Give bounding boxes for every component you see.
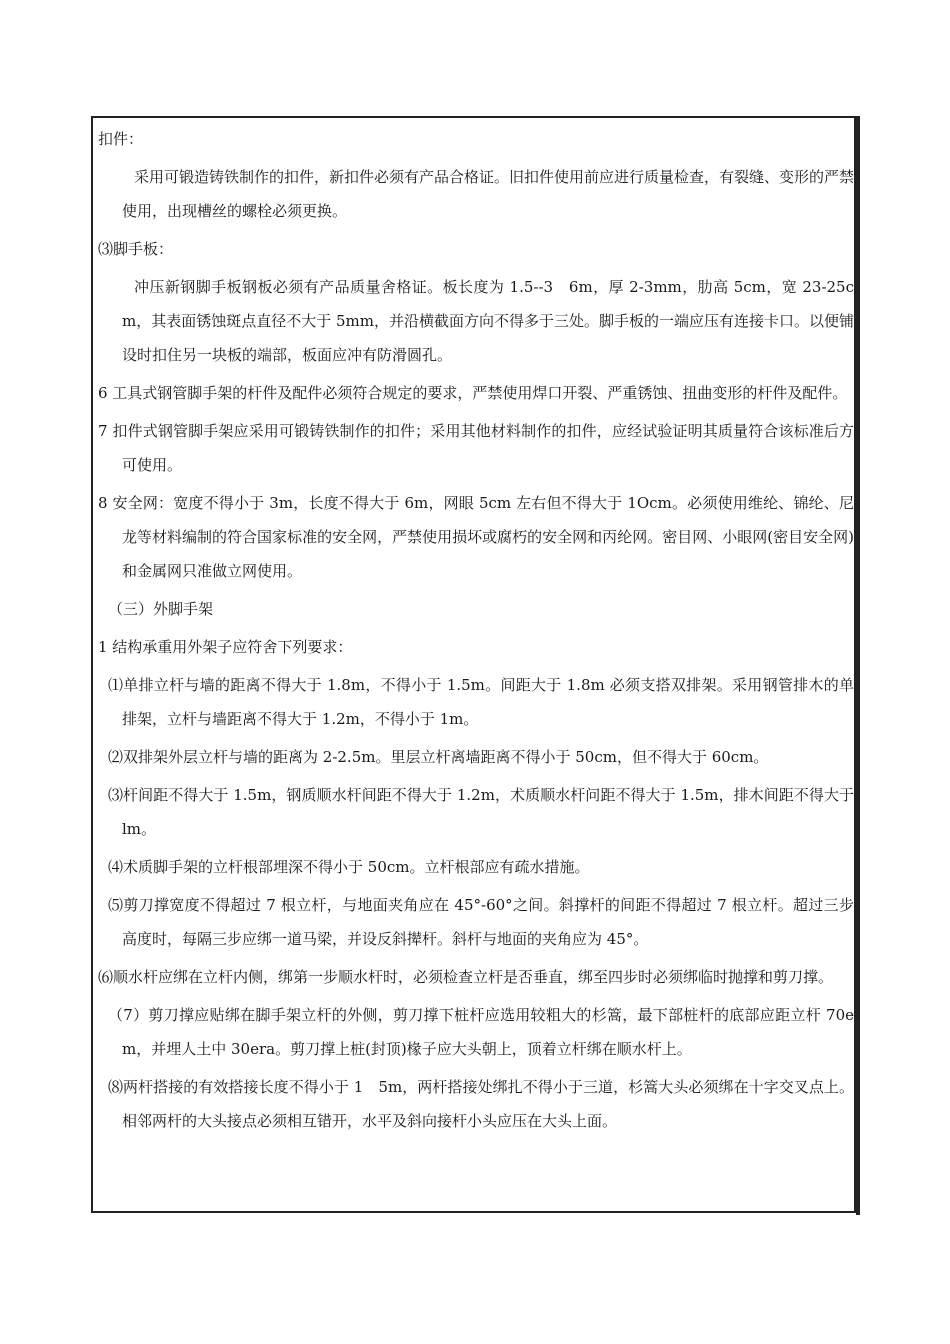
paragraph-sub-4: ⑷术质脚手架的立杆根部埋深不得小于 50cm。立杆根部应有疏水措施。 bbox=[108, 858, 590, 876]
paragraph-sub-1: ⑴单排立杆与墙的距离不得大于 1.8m，不得小于 1.5m。间距大于 1.8m 必须支搭双排架。采用钢管排木的单排架，立杆与墙距离不得大于 1.2m，不得小于 1m。 bbox=[108, 676, 854, 728]
paragraph-sub-5: ⑸剪刀撑宽度不得超过 7 根立杆，与地面夹角应在 45°-60°之间。斜撑杆的间距不得超过 7 根立杆。超过三步高度时，每隔三步应绑一道马梁，并设反斜撵杆。斜杆与地面的夹角应为 45°。 bbox=[108, 896, 854, 948]
paragraph-item-7: 7 扣件式钢管脚手架应采用可锻铸铁制作的扣件；采用其他材料制作的扣件，应经试验证明其质量符合该标准后方可使用。 bbox=[98, 422, 854, 474]
table-frame-right-edge bbox=[856, 116, 860, 1215]
paragraph-item-6: 6 工具式钢管脚手架的杆件及配件必须符合规定的要求，严禁使用焊口开裂、严重锈蚀、扭曲变形的杆件及配件。 bbox=[98, 384, 848, 402]
heading-scaffold-board: ⑶脚手板： bbox=[98, 240, 174, 258]
heading-external-scaffold: （三）外脚手架 bbox=[108, 600, 214, 618]
paragraph-sub-7: （7）剪刀撑应贴绑在脚手架立杆的外侧，剪刀撑下桩杆应选用较粗大的杉篙，最下部桩杆的底部应距立杆 70em，并埋人土中 30era。剪刀撑上桩(封顶)椽子应大头朝上，顶着立杆绑在顺水杆上。 bbox=[108, 1006, 854, 1058]
document-body bbox=[98, 122, 854, 1142]
paragraph-item-8-safety-net: 8 安全网：宽度不得小于 3m，长度不得大于 6m，网眼 5cm 左右但不得大于 1Ocm。必须使用维纶、锦纶、尼龙等材料编制的符合国家标准的安全网，严禁使用损坏或腐朽的安全网和丙纶网。密目网、小眼网(密目安全网)和金属网只准做立网使用。 bbox=[98, 494, 854, 580]
paragraph-sub-6: ⑹顺水杆应绑在立杆内侧，绑第一步顺水杆时，必须检查立杆是否垂直，绑至四步时必须绑临时抛撑和剪刀撑。 bbox=[98, 968, 834, 986]
paragraph-sub-3: ⑶杆间距不得大于 1.5m，钢质顺水杆间距不得大于 1.2m，术质顺水杆问距不得大于 1.5m，排木间距不得大于 lm。 bbox=[108, 786, 854, 838]
paragraph-fasteners-body: 采用可锻造铸铁制作的扣件，新扣件必须有产品合格证。旧扣件使用前应进行质量检查，有裂缝、变形的严禁使用，出现槽丝的螺栓必须更换。 bbox=[122, 168, 855, 220]
paragraph-sub-8: ⑻两杆搭接的有效搭接长度不得小于 1 5m，两杆搭接处绑扎不得小于三道，杉篙大头必须绑在十字交叉点上。相邻两杆的大头接点必须相互错开，水平及斜向接杆小头应压在大头上面。 bbox=[108, 1078, 854, 1130]
heading-fasteners: 扣件： bbox=[98, 130, 144, 148]
paragraph-sub-2: ⑵双排架外层立杆与墙的距离为 2-2.5m。里层立杆离墙距离不得小于 50cm，但不得大于 60cm。 bbox=[108, 748, 769, 766]
paragraph-scaffold-board-body: 冲压新钢脚手板钢板必须有产品质量舍格证。板长度为 1.5--3 6m，厚 2-3mm，肋高 5cm，宽 23-25cm，其表面锈蚀斑点直径不大于 5mm，并沿横截面方向不得多于三处。脚手板的一端应压有连接卡口。以便铺设时扣住另一块板的端部，板面应冲有防滑圆孔。 bbox=[122, 278, 854, 364]
paragraph-item-1-requirements: 1 结构承重用外架子应符舍下列要求： bbox=[98, 638, 353, 656]
